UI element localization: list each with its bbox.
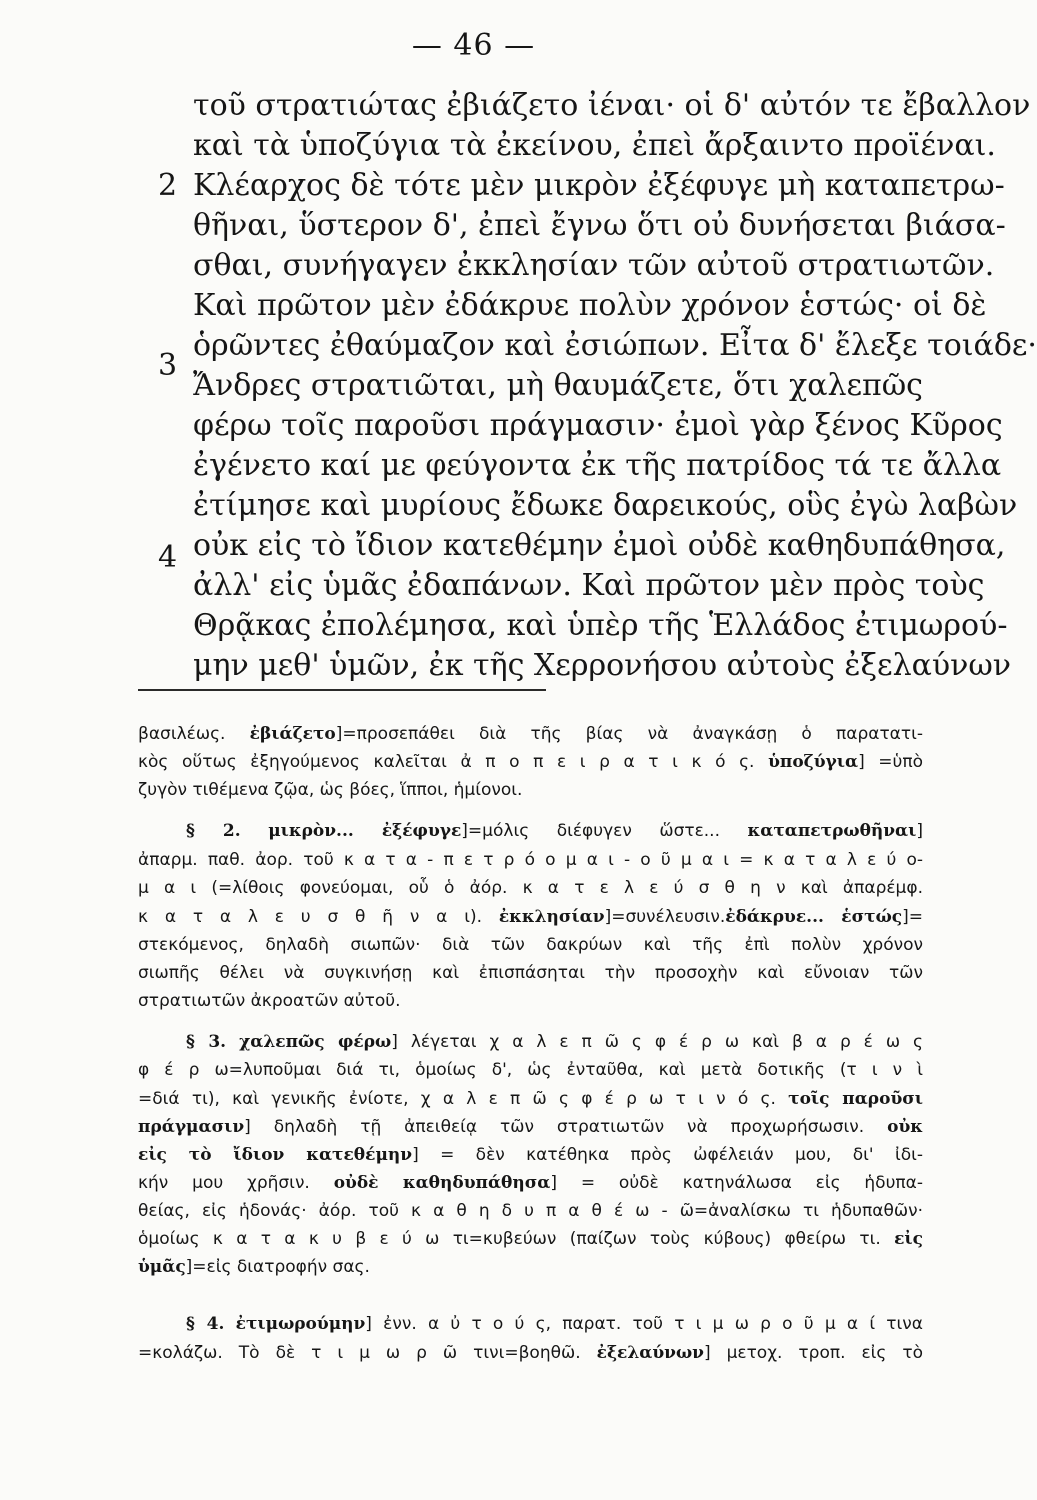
note-line: πράγμασιν] δηλαδὴ τῇ ἀπειθείᾳ τῶν στρατιωτῶν νὰ προχωρήσωσιν. οὐκ bbox=[138, 1117, 923, 1137]
note-line: =κολάζω. Τὸ δὲ τ ι μ ω ρ ῶ τινι=βοηθῶ. ἐξελαύνων] μετοχ. τροπ. εἰς τὸ bbox=[138, 1343, 924, 1363]
text-line: Κλέαρχος δὲ τότε μὲν μικρὸν ἐξέφυγε μὴ καταπετρω- bbox=[193, 168, 1005, 203]
note-line: βασιλέως. ἐβιάζετο]=προσεπάθει διὰ τῆς βίας νὰ ἀναγκάσῃ ὁ παρατατι- bbox=[138, 724, 924, 744]
note-line: σιωπῆς θέλει νὰ συγκινήσῃ καὶ ἐπισπάσηται τὴν προσοχὴν καὶ εὔνοιαν τῶν bbox=[138, 963, 923, 983]
note-line: στεκόμενος, δηλαδὴ σιωπῶν· διὰ τῶν δακρύων καὶ τῆς ἐπὶ πολὺν χρόνον bbox=[138, 935, 923, 955]
footnote-divider bbox=[138, 689, 546, 691]
note-line: ἀπαρμ. παθ. ἀορ. τοῦ κ α τ α - π ε τ ρ ό ο μ α ι - ο ῦ μ α ι = κ α τ α λ ε ύ ο- bbox=[138, 850, 923, 870]
note-line: § 2. μικρὸν... ἐξέφυγε]=μόλις διέφυγεν ὥστε... καταπετρωθῆναι] bbox=[186, 821, 924, 841]
note-line: θείας, εἰς ἡδονάς· ἀόρ. τοῦ κ α θ η δ υ π α θ έ ω - ῶ=ἀναλίσκω τι ἡδυπαθῶν· bbox=[138, 1201, 923, 1221]
note-line: ζυγὸν τιθέμενα ζῷα, ὡς βόες, ἵπποι, ἡμίονοι. bbox=[138, 780, 523, 800]
text-line: Καὶ πρῶτον μὲν ἐδάκρυε πολὺν χρόνον ἑστώς· οἱ δὲ bbox=[193, 288, 987, 323]
note-line: στρατιωτῶν ἀκροατῶν αὐτοῦ. bbox=[138, 991, 401, 1011]
text-line: φέρω τοῖς παροῦσι πράγμασιν· ἐμοὶ γὰρ ξένος Κῦρος bbox=[193, 408, 1003, 443]
text-line: τοῦ στρατιώτας ἐβιάζετο ἰέναι· οἱ δ' αὐτόν τε ἔβαλλον bbox=[193, 88, 1031, 123]
section-number: 4 bbox=[158, 540, 178, 575]
text-line: σθαι, συνήγαγεν ἐκκλησίαν τῶν αὐτοῦ στρατιωτῶν. bbox=[193, 248, 995, 283]
note-line: κὸς οὕτως ἐξηγούμενος καλεῖται ἀ π ο π ε ι ρ α τ ι κ ό ς. ὑποζύγια] =ὑπὸ bbox=[138, 752, 924, 772]
note-line: ὑμᾶς]=εἰς διατροφήν σας. bbox=[138, 1257, 370, 1277]
text-line: Θρᾷκας ἐπολέμησα, καὶ ὑπὲρ τῆς Ἑλλάδος ἐτιμωρού- bbox=[193, 608, 1008, 643]
note-line: μ α ι (=λίθοις φονεύομαι, οὗ ὁ ἀόρ. κ α τ ε λ ε ύ σ θ η ν καὶ ἀπαρέμφ. bbox=[138, 878, 923, 898]
note-line: § 4. ἐτιμωρούμην] ἐνν. α ὐ τ ο ύ ς, παρατ. τοῦ τ ι μ ω ρ ο ῦ μ α ί τινα bbox=[186, 1314, 924, 1334]
note-line: κήν μου χρῆσιν. οὐδὲ καθηδυπάθησα] = οὐδὲ κατηνάλωσα εἰς ἡδυπα- bbox=[138, 1173, 923, 1193]
note-line: ὁμοίως κ α τ α κ υ β ε ύ ω τι=κυβεύων (παίζων τοὺς κύβους) φθείρω τι. εἰς bbox=[138, 1229, 924, 1249]
note-line: =διά τι), καὶ γενικῆς ἐνίοτε, χ α λ ε π ῶ ς φ έ ρ ω τ ι ν ό ς. τοῖς παροῦσι bbox=[138, 1089, 923, 1109]
note-line: εἰς τὸ ἴδιον κατεθέμην] = δὲν κατέθηκα πρὸς ὠφέλειάν μου, δι' ἰδι- bbox=[138, 1145, 923, 1165]
text-line: ἀλλ' εἰς ὑμᾶς ἐδαπάνων. Καὶ πρῶτον μὲν πρὸς τοὺς bbox=[193, 568, 985, 603]
text-line: καὶ τὰ ὑποζύγια τὰ ἐκείνου, ἐπεὶ ἄρξαιντο προϊέναι. bbox=[193, 128, 996, 163]
text-line: ὁρῶντες ἐθαύμαζον καὶ ἐσιώπων. Εἶτα δ' ἔλεξε τοιάδε· bbox=[193, 328, 1037, 363]
text-line: θῆναι, ὕστερον δ', ἐπεὶ ἔγνω ὅτι οὐ δυνήσεται βιάσα- bbox=[193, 208, 1006, 243]
note-line: κ α τ α λ ε υ σ θ ῆ ν α ι). ἐκκλησίαν]=συνέλευσιν.ἐδάκρυε... ἑστώς]= bbox=[138, 907, 924, 927]
note-line: φ έ ρ ω=λυποῦμαι διά τι, ὁμοίως δ', ὡς ἐνταῦθα, καὶ μετὰ δοτικῆς (τ ι ν ὶ bbox=[138, 1060, 923, 1080]
section-number: 2 bbox=[158, 168, 178, 203]
note-line: § 3. χαλεπῶς φέρω] λέγεται χ α λ ε π ῶ ς φ έ ρ ω καὶ β α ρ έ ω ς bbox=[186, 1032, 923, 1052]
text-line: μην μεθ' ὑμῶν, ἐκ τῆς Χερρονήσου αὐτοὺς ἐξελαύνων bbox=[193, 648, 1012, 683]
text-line: Ἄνδρες στρατιῶται, μὴ θαυμάζετε, ὅτι χαλεπῶς bbox=[193, 368, 923, 403]
section-number: 3 bbox=[158, 348, 178, 383]
text-line: οὐκ εἰς τὸ ἴδιον κατεθέμην ἐμοὶ οὐδὲ καθηδυπάθησα, bbox=[193, 528, 1006, 563]
page-number: — 46 — bbox=[411, 28, 536, 63]
text-line: ἐτίμησε καὶ μυρίους ἔδωκε δαρεικούς, οὓς ἐγὼ λαβὼν bbox=[193, 488, 1018, 523]
text-line: ἐγένετο καί με φεύγοντα ἐκ τῆς πατρίδος τά τε ἄλλα bbox=[193, 448, 1002, 483]
